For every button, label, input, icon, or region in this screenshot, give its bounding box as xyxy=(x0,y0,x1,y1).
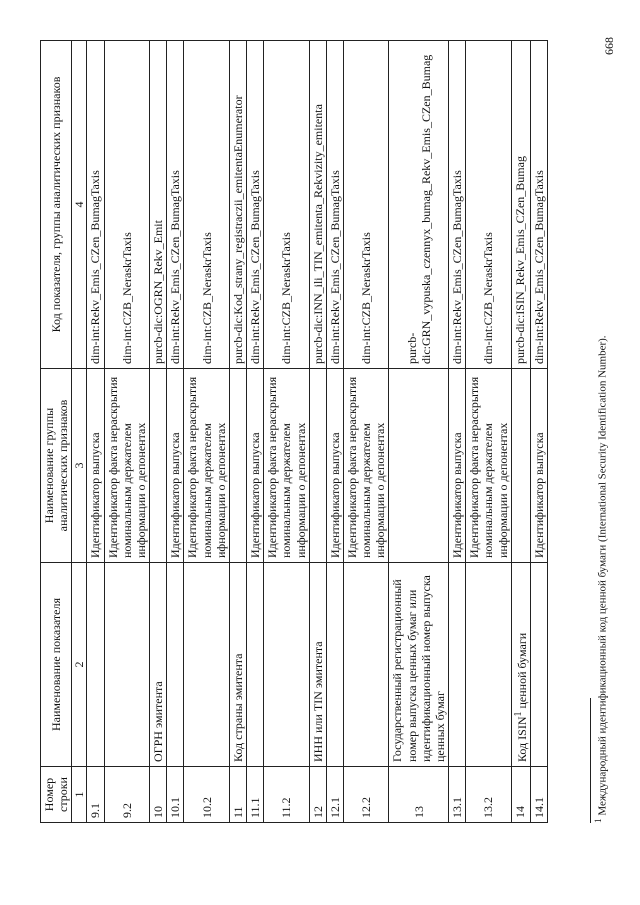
table-row xyxy=(530,41,547,823)
indicator-name: ОГРН эмитента xyxy=(150,563,167,767)
table-row xyxy=(466,41,511,823)
indicator-code: dim-int:Rekv_Emis_CZen_BumagTaxis xyxy=(167,41,184,369)
indicator-code: dim-int:Rekv_Emis_CZen_BumagTaxis xyxy=(326,41,343,369)
indicator-name xyxy=(530,563,547,767)
indicator-code: purcb-dic:Kod_strany_registraczii_emitentaEnumerator xyxy=(229,41,246,369)
indicator-code: dim-int:CZB_NeraskrTaxis xyxy=(343,41,388,369)
indicator-name xyxy=(326,563,343,767)
footnote-text: Международный идентификационный код ценной бумаги (International Security Identification Number). xyxy=(596,335,609,819)
group-name: Идентификатор факта нераскрытия номинальным держателем информации о депонентах xyxy=(343,369,388,563)
indicator-name xyxy=(343,563,388,767)
indicator-name-tail: ценной бумаги xyxy=(514,632,529,712)
header-row xyxy=(41,41,72,823)
indicator-name xyxy=(466,563,511,767)
indicator-name xyxy=(167,563,184,767)
group-name: Идентификатор выпуска xyxy=(449,369,466,563)
indicator-code: dim-int:CZB_NeraskrTaxis xyxy=(466,41,511,369)
table-row xyxy=(326,41,343,823)
indicator-code: dim-int:Rekv_Emis_CZen_BumagTaxis xyxy=(530,41,547,369)
group-name: Идентификатор выпуска xyxy=(530,369,547,563)
indicator-name-text: Код ISIN xyxy=(514,716,529,762)
indicator-code: purcb-dic:GRN_vypuska_czennyx_bumag_Rekv_Emis_CZen_Bumag xyxy=(389,41,449,369)
indicator-name xyxy=(264,563,309,767)
row-number: 11.1 xyxy=(247,767,264,823)
group-name: Идентификатор выпуска xyxy=(167,369,184,563)
group-name: Идентификатор выпуска xyxy=(87,369,104,563)
indicator-code: dim-int:CZB_NeraskrTaxis xyxy=(184,41,229,369)
column-number-row xyxy=(72,41,87,823)
group-name xyxy=(229,369,246,563)
group-name: Идентификатор факта нераскрытия номинальным держателем ифнормации о депонентах xyxy=(184,369,229,563)
indicator-name: Государственный регистрационный номер выпуска ценных бумаг или идентификационный номер выпуска ценных бумаг xyxy=(389,563,449,767)
row-number: 9.1 xyxy=(87,767,104,823)
indicator-name xyxy=(104,563,149,767)
row-number: 10.2 xyxy=(184,767,229,823)
table-row xyxy=(309,41,326,823)
group-name: Идентификатор факта нераскрытия номинальным держателем информации о депонентах xyxy=(466,369,511,563)
indicator-name xyxy=(184,563,229,767)
header-row-number: Номер строки xyxy=(41,767,72,823)
group-name xyxy=(150,369,167,563)
group-name xyxy=(309,369,326,563)
row-number: 13 xyxy=(389,767,449,823)
table-row xyxy=(150,41,167,823)
row-number: 11 xyxy=(229,767,246,823)
table-row xyxy=(104,41,149,823)
row-number: 12.2 xyxy=(343,767,388,823)
row-number: 11.2 xyxy=(264,767,309,823)
footnote-ref: 1 xyxy=(512,711,524,717)
table-row xyxy=(229,41,246,823)
indicator-name: Код страны эмитента xyxy=(229,563,246,767)
group-name: Идентификатор факта нераскрытия номинальным держателем информации о депонентах xyxy=(104,369,149,563)
footnote xyxy=(593,335,609,823)
row-number: 14 xyxy=(511,767,530,823)
header-code: Код показателя, группы аналитических признаков xyxy=(41,41,72,369)
indicator-code: dim-int:CZB_NeraskrTaxis xyxy=(104,41,149,369)
table-row xyxy=(343,41,388,823)
table-row xyxy=(167,41,184,823)
indicator-code: dim-int:Rekv_Emis_CZen_BumagTaxis xyxy=(87,41,104,369)
row-number: 9.2 xyxy=(104,767,149,823)
footnote-mark: 1 xyxy=(593,818,603,823)
group-name xyxy=(511,369,530,563)
header-indicator-name: Наименование показателя xyxy=(41,563,72,767)
table-row xyxy=(511,41,530,823)
page-number: 668 xyxy=(602,37,616,55)
footnote-divider xyxy=(590,698,591,823)
indicator-code: purcb-dic:ISIN_Rekv_Emis_CZen_Bumag xyxy=(511,41,530,369)
group-name xyxy=(389,369,449,563)
indicator-name xyxy=(87,563,104,767)
indicator-name xyxy=(247,563,264,767)
column-number: 2 xyxy=(72,563,87,767)
indicator-code: purcb-dic:INN_ili_TIN_emitenta_Rekvizity_emitenta xyxy=(309,41,326,369)
indicator-code: purcb-dic:OGRN_Rekv_Emit xyxy=(150,41,167,369)
row-number: 12 xyxy=(309,767,326,823)
table-row xyxy=(449,41,466,823)
table-row xyxy=(87,41,104,823)
row-number: 14.1 xyxy=(530,767,547,823)
column-number: 1 xyxy=(72,767,87,823)
indicator-name xyxy=(511,563,530,767)
group-name: Идентификатор факта нераскрытия номинальным держателем информации о депонентах xyxy=(264,369,309,563)
row-number: 10 xyxy=(150,767,167,823)
column-number: 3 xyxy=(72,369,87,563)
column-number: 4 xyxy=(72,41,87,369)
indicator-code: dim-int:Rekv_Emis_CZen_BumagTaxis xyxy=(247,41,264,369)
indicator-name xyxy=(449,563,466,767)
header-group-name: Наименование группы аналитических признаков xyxy=(41,369,72,563)
indicator-table xyxy=(40,40,548,823)
indicator-code: dim-int:Rekv_Emis_CZen_BumagTaxis xyxy=(449,41,466,369)
row-number: 12.1 xyxy=(326,767,343,823)
table-row xyxy=(184,41,229,823)
group-name: Идентификатор выпуска xyxy=(247,369,264,563)
table-row xyxy=(247,41,264,823)
table-row xyxy=(389,41,449,823)
row-number: 10.1 xyxy=(167,767,184,823)
row-number: 13.1 xyxy=(449,767,466,823)
group-name: Идентификатор выпуска xyxy=(326,369,343,563)
table-row xyxy=(264,41,309,823)
row-number: 13.2 xyxy=(466,767,511,823)
indicator-code: dim-int:CZB_NeraskrTaxis xyxy=(264,41,309,369)
indicator-name: ИНН или TIN эмитента xyxy=(309,563,326,767)
